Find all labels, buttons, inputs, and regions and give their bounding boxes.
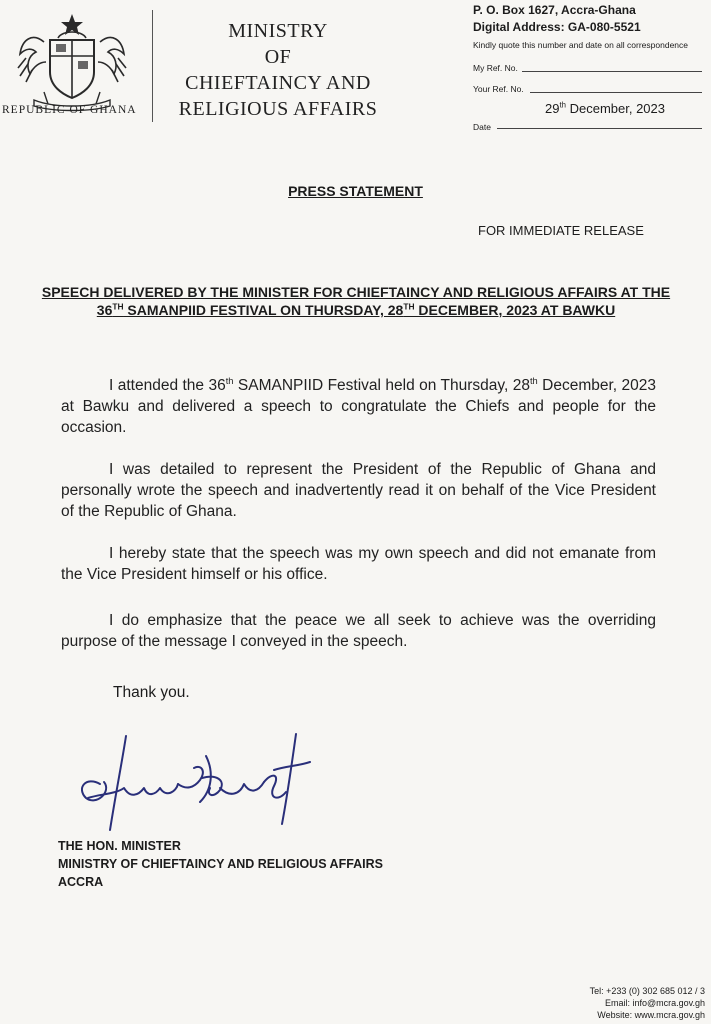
signatory-ministry: MINISTRY OF CHIEFTAINCY AND RELIGIOUS AFFAIRS bbox=[58, 857, 384, 871]
signature-image bbox=[60, 732, 320, 844]
contact-tel: Tel: +233 (0) 302 685 012 / 3 bbox=[589, 986, 705, 996]
signatory-title: THE HON. MINISTER bbox=[58, 839, 181, 853]
date-rest: December, 2023 bbox=[565, 101, 665, 116]
date-suffix: th bbox=[559, 100, 566, 110]
ministry-line: OF bbox=[264, 46, 292, 68]
contact-website: Website: www.mcra.gov.gh bbox=[597, 1010, 705, 1020]
title-sup: TH bbox=[403, 301, 415, 312]
ministry-line: CHIEFTAINCY AND bbox=[185, 72, 371, 94]
my-ref-label: My Ref. No. bbox=[473, 63, 518, 73]
press-statement-heading: PRESS STATEMENT bbox=[288, 183, 423, 199]
paragraph-text: SAMANPIID Festival held on Thursday, 28 bbox=[233, 377, 530, 394]
my-ref-row bbox=[473, 63, 518, 73]
paragraph-text: I was detailed to represent the President of the Republic of Ghana and personally wrote the speech and inadvertently read it on behalf of the Vice President of the Republic of Ghana. bbox=[61, 461, 656, 520]
release-note: FOR IMMEDIATE RELEASE bbox=[478, 223, 644, 238]
ministry-name bbox=[160, 18, 396, 122]
paragraph-2 bbox=[61, 459, 656, 522]
po-box: P. O. Box 1627, Accra-Ghana bbox=[473, 3, 636, 17]
closing-text: Thank you. bbox=[113, 684, 190, 701]
paragraph-3 bbox=[61, 543, 656, 585]
statement-title bbox=[40, 283, 672, 319]
digital-address: Digital Address: GA-080-5521 bbox=[473, 20, 641, 34]
signatory-location: ACCRA bbox=[58, 875, 104, 889]
letter-date bbox=[545, 101, 665, 116]
your-ref-label: Your Ref. No. bbox=[473, 84, 524, 94]
title-part: SAMANPIID FESTIVAL ON THURSDAY, 28 bbox=[123, 302, 404, 318]
paragraph-text: I do emphasize that the peace we all seek to achieve was the overriding purpose of the message I conveyed in the speech. bbox=[61, 612, 656, 650]
republic-label: REPUBLIC OF GHANA bbox=[2, 104, 137, 116]
quote-note: Kindly quote this number and date on all correspondence bbox=[473, 40, 689, 50]
paragraph-text: December, 2023 at Bawku and delivered a speech to congratulate the Chiefs and people for the occasion. bbox=[61, 377, 656, 436]
date-day: 29 bbox=[545, 101, 560, 116]
contact-block bbox=[590, 985, 705, 1021]
paragraph-4 bbox=[61, 610, 656, 652]
contact-email: Email: info@mcra.gov.gh bbox=[604, 998, 705, 1008]
ministry-line: RELIGIOUS AFFAIRS bbox=[178, 98, 378, 120]
paragraph-text: I attended the 36 bbox=[109, 377, 226, 394]
your-ref-row bbox=[473, 84, 524, 94]
header-divider bbox=[152, 10, 153, 122]
signatory-block bbox=[58, 837, 383, 891]
title-part: DECEMBER, 2023 AT BAWKU bbox=[414, 302, 616, 318]
title-sup: TH bbox=[112, 301, 124, 312]
ordinal-suffix: th bbox=[225, 375, 234, 386]
title-part: SPEECH DELIVERED BY THE MINISTER FOR CHIEFTAINCY AND RELIGIOUS AFFAIRS AT THE 36 bbox=[41, 284, 671, 318]
date-label: Date bbox=[473, 122, 491, 132]
ordinal-suffix: th bbox=[529, 375, 538, 386]
paragraph-1 bbox=[61, 375, 656, 438]
date-row bbox=[473, 122, 491, 132]
coat-of-arms-icon bbox=[14, 12, 130, 112]
ministry-line: MINISTRY bbox=[228, 20, 328, 42]
paragraph-text: I hereby state that the speech was my own speech and did not emanate from the Vice President himself or his office. bbox=[61, 545, 656, 583]
